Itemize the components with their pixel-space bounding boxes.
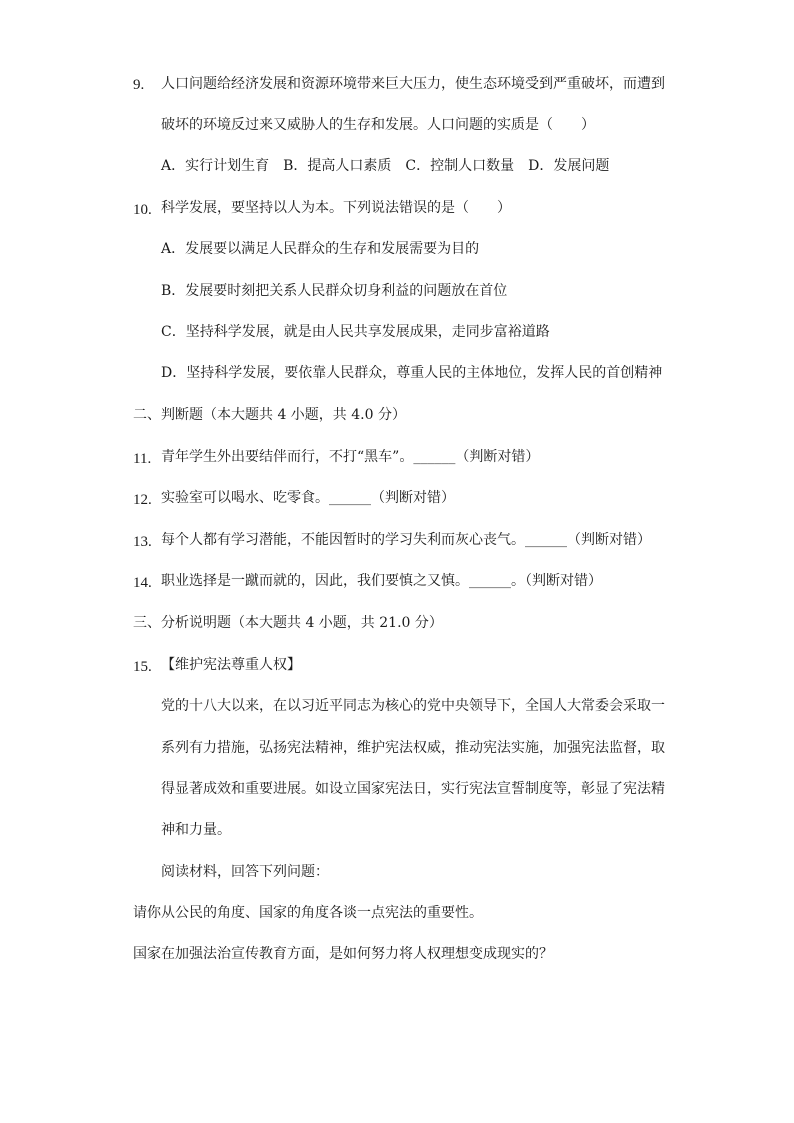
q10-option-c: C．坚持科学发展，就是由人民共享发展成果，走同步富裕道路 — [161, 324, 550, 340]
q9-stem-line1: 人口问题给经济发展和资源环境带来巨大压力，使生态环境受到严重破坏，而遭到 — [161, 76, 665, 92]
q15-instruction: 阅读材料，回答下列问题： — [161, 864, 329, 880]
q10-stem: 科学发展，要坚持以人为本。下列说法错误的是（ ） — [161, 200, 511, 216]
q9-number: 9. — [133, 77, 145, 93]
q15-material-line2: 系列有力措施，弘扬宪法精神，维护宪法权威，推动宪法实施，加强宪法监督，取 — [161, 740, 665, 756]
q15-title: 【维护宪法尊重人权】 — [161, 657, 301, 673]
q10-option-b: B．发展要时刻把关系人民群众切身利益的问题放在首位 — [161, 283, 508, 299]
section-3-heading: 三、分析说明题（本大题共 4 小题，共 21.0 分） — [133, 615, 443, 631]
q12-number: 12. — [133, 492, 152, 508]
q11-number: 11. — [133, 451, 152, 467]
q13-number: 13. — [133, 534, 152, 550]
q14-text: 职业选择是一蹴而就的，因此，我们要慎之又慎。______。（判断对错） — [161, 573, 602, 589]
q10-option-d: D．坚持科学发展，要依靠人民群众，尊重人民的主体地位，发挥人民的首创精神 — [161, 365, 663, 381]
q9-stem-line2: 破坏的环境反过来又威胁人的生存和发展。人口问题的实质是（ ） — [161, 117, 595, 133]
q14-number: 14. — [133, 575, 152, 591]
q15-material-line1: 党的十八大以来，在以习近平同志为核心的党中央领导下，全国人大常委会采取一 — [161, 698, 665, 714]
section-2-heading: 二、判断题（本大题共 4 小题，共 4.0 分） — [133, 407, 406, 423]
q11-text: 青年学生外出要结伴而行，不打“黑车”。______（判断对错） — [161, 449, 540, 465]
q13-text: 每个人都有学习潜能，不能因暂时的学习失利而灰心丧气。______（判断对错） — [161, 532, 651, 548]
q10-number: 10. — [133, 202, 152, 218]
q15-material-line3: 得显著成效和重要进展。如设立国家宪法日，实行宪法宣誓制度等，彰显了宪法精 — [161, 781, 665, 797]
q15-sub-question-1: 请你从公民的角度、国家的角度各谈一点宪法的重要性。 — [133, 905, 483, 921]
q10-option-a: A．发展要以满足人民群众的生存和发展需要为目的 — [161, 241, 480, 257]
q15-material-line4: 神和力量。 — [161, 822, 231, 838]
q9-options: A．实行计划生育 B．提高人口素质 C．控制人口数量 D．发展问题 — [161, 158, 610, 174]
q15-sub-question-2: 国家在加强法治宣传教育方面，是如何努力将人权理想变成现实的？ — [133, 946, 553, 962]
q15-number: 15. — [133, 659, 152, 675]
q12-text: 实验室可以喝水、吃零食。______（判断对错） — [161, 490, 455, 506]
